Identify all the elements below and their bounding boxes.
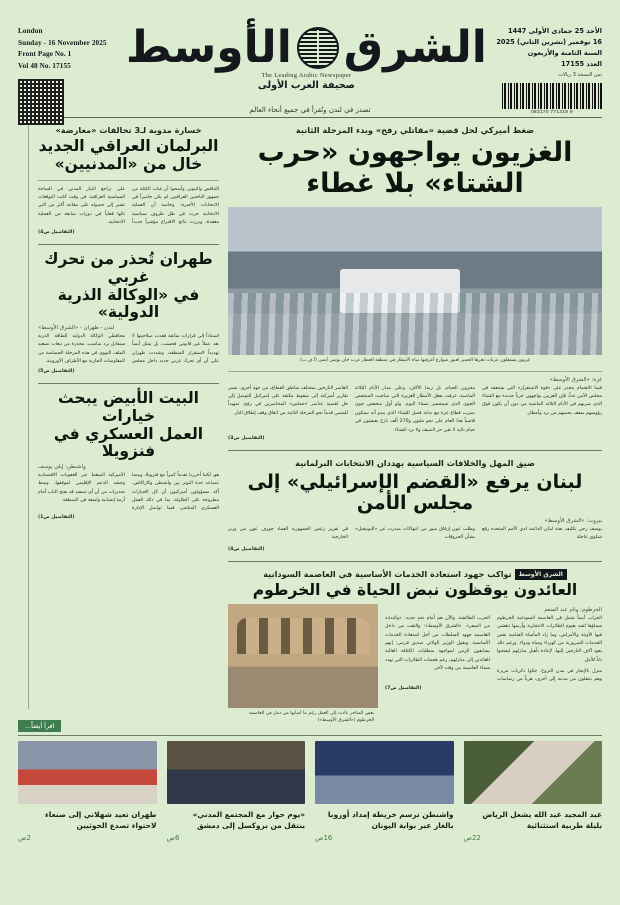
qr-code-icon[interactable] — [18, 79, 64, 125]
lebanon-byline: بيروت: «الشرق الأوسط» — [544, 517, 602, 524]
list-item[interactable] — [18, 741, 157, 842]
lebanon-story[interactable] — [228, 457, 602, 554]
venezuela-byline: واشنطن: إيلي يوسف — [38, 463, 86, 470]
audience-photo — [167, 741, 306, 804]
card-caption-line2: ينتقل من بروكسل إلى دمشق — [197, 821, 305, 831]
iraq-more-link[interactable]: (التفاصيل ص4) — [38, 229, 75, 235]
front-page-number: Front Page No. 1 — [18, 50, 72, 59]
read-also-strip — [18, 735, 602, 842]
funeral-photo — [18, 741, 157, 804]
venezuela-divider — [38, 383, 219, 384]
masthead-left-info — [18, 26, 126, 125]
lead-body — [228, 385, 602, 435]
sudan-photo-block — [228, 604, 378, 725]
lead-byline: غزة: «الشرق الأوسط» — [549, 376, 602, 383]
main-column — [228, 124, 602, 723]
lebanon-body — [228, 526, 602, 546]
sidebar-story-venezuela[interactable] — [38, 390, 219, 522]
barcode-icon — [502, 83, 602, 109]
logo-word-alawsat: الأوسط — [125, 22, 292, 73]
lead-headline[interactable]: الغزيون يواجهون «حرب الشتاء» بلا غطاء — [257, 137, 573, 200]
list-item[interactable] — [167, 741, 306, 842]
card-page-number: 16ص — [315, 834, 333, 843]
concert-photo — [464, 741, 603, 804]
sudan-headline[interactable]: العائدون يوقظون نبض الحياة في الخرطوم — [252, 581, 578, 600]
card-caption-line2: بالغاز عبر بوابة اليونان — [371, 821, 454, 831]
iran-body — [38, 333, 219, 368]
sudan-byline: الخرطوم: وئام عبد المنعم — [544, 606, 602, 613]
venezuela-body — [38, 472, 219, 514]
sudan-story[interactable] — [228, 568, 602, 725]
iraq-headline-line2[interactable]: خال من «المدنيين» — [54, 154, 203, 173]
masthead-logo — [125, 22, 487, 92]
read-also-label[interactable]: اقرأ أيضاً... — [18, 720, 61, 732]
tagline: تصدر في لندن وتُقرأ في جميع أنحاء العالم — [249, 106, 371, 114]
volume-number: Vol 48 No. 17155 — [18, 61, 71, 70]
subtitle-english: The Leading Arabic Newspaper — [261, 72, 352, 80]
lead-body-col-right: فيما الاهتمام ينحدر على «قوة الاستقرار» التي ستنعقد في مجلس الأمن غداً، فإن الغزيين يواجهون حرباً جديدة مع الشتاء الذي ضربهم في الأيام الثلاثة الماضية من دون أن يكون فوق رؤوسهم سقف يحميهم من برد وأمطار. — [482, 385, 602, 416]
sudan-divider — [228, 561, 602, 562]
sudan-body-col-right: الخراب أيضاً شمل في العاصمة السودانية الخرطوم سماؤها تُشد بغيوم الطائرات الانتحارية وأرضها تتغشى فيها الأوبئة والأمراض، وما زاد المأساة القتامية نقص الخدمات الضرورية من كهرباء ومياه ودواء. ورغم ذلك يعود آلاف النازحين إليها، لإعادة تأهيل منازلهم ليفتحوا باباً للأمل. — [497, 615, 602, 663]
masthead-right-info — [487, 26, 602, 114]
publication-year: السنة الثامنة والأربعون — [527, 48, 602, 57]
content-grid — [18, 124, 602, 723]
iran-headline-line1[interactable]: طهران تُحذر من تحرك غربي — [44, 250, 213, 286]
card-page-number: 6ص — [166, 834, 180, 843]
issue-number: العدد 17155 — [561, 59, 602, 68]
card-caption-line1: واشنطن ترسم خريطة إمداد أوروبا — [327, 810, 454, 819]
sidebar-column — [28, 124, 219, 709]
globe-icon — [297, 27, 339, 69]
venezuela-more-link[interactable]: (التفاصيل ص1) — [38, 514, 75, 520]
card-page-number: 22ص — [463, 834, 481, 843]
sidebar-story-iraq[interactable] — [38, 124, 219, 237]
lebanon-body-col-right: يوسف رجي تكليف بعثة لبنان الدائمة لدى الأمم المتحدة رفع شكوى عاجلة — [482, 526, 602, 541]
sidebar-story-iran[interactable] — [38, 251, 219, 376]
lead-body-col-mid: مخزون الخيام، بل ربما الآلاف، وعلى مدار الأيام الثلاثة الماضية، غرقت بفعل الأمطار الغزيرة التي صاحبت المنخفض الجوي الذي سينحسر مساء اليوم. ولو أول منخفض جوي يضرب قطاع غزة مع بداية فصل الشتاء الذي يبدو أنه سيكون قاسياً هذا العام على نحو مليون و270 ألف نازح يعيشون في خيام بالية لا تقي حر الصيف ولا برد الشتاء. — [355, 385, 475, 433]
iraq-body — [38, 186, 219, 229]
iraq-headline-line1[interactable]: البرلمان العراقي الجديد — [38, 137, 219, 156]
iran-byline: لندن - طهران - «الشرق الأوسط» — [38, 324, 115, 331]
logo-word-alsharq: الشرق — [343, 22, 487, 73]
sudan-kicker: تواكب جهود استعادة الخدمات الأساسية في العاصمة السودانية — [263, 568, 512, 579]
venezuela-headline-line1[interactable]: البيت الأبيض يبحث خيارات — [58, 389, 199, 425]
card-caption-line2: لاحتواء تصدع الحوثيين — [76, 821, 157, 831]
date-gregorian-arabic: 16 نوفمبر (تشرين الثاني) 2025 — [496, 37, 602, 46]
barcode-number: 9 771319 083170 — [531, 108, 573, 114]
conference-photo — [315, 741, 454, 804]
lebanon-divider — [228, 450, 602, 451]
sudan-kicker-row — [228, 568, 602, 580]
brand-tag: الشرق الأوسط — [515, 569, 567, 580]
iran-divider — [38, 244, 219, 245]
sudan-text-block — [385, 604, 602, 725]
lead-body-col-left: القاصر النازحين بمختلف مناطق القطاع، من جهة أخرى، تسير تقارير أميركية إلى ضغوط مكثفة على إسرائيل للتوصل إلى حل لقضية عناصر «حماس» المحاصرين في رفح، تمهيداً للمضي قدماً نحو المرحلة الثانية من اتفاق وقف إطلاق النار. — [228, 385, 348, 416]
iran-more-link[interactable]: (التفاصيل ص5) — [38, 368, 75, 374]
sudan-body-col-mid: منزل بالإيجار في مدن النزوح. حكوا ذكريات مريرة وهم يتنقلون من مدينة إلى أخرى، هرباً من رصاصات الحرب الطائشة، والآن هم أمام تحدٍ جديد: «والبداية من الصفر». «الشرق الأوسط»: والتقت من داخل العاصمة جهود السلطات من أجل استعادة الخدمات الأساسية، ويقول الوزير الولائي صديق فريني: إنهم يسابقون الزمن لمواجهة متطلبات الكثافة العالية للعائدين إلى منازلهم، رغم هجمات الطائرات التي تهدد سماء العاصمة من وقت لآخر. — [385, 615, 602, 683]
list-item[interactable] — [464, 741, 603, 842]
price-label: ثمن النسخة 3 ريالات — [558, 71, 602, 78]
lebanon-body-col-left: في تقرير رئيس الجمهورية العماد جوزف عون من وزير الخارجية — [228, 526, 348, 541]
lead-photo-caption: غزيون يستقلون عربات تجرها الحمير لعبور شوارع أغرقتها مياه الأمطار في منطقة العطار غرب خان يونس أمس (أ.ف.ب) — [300, 357, 530, 363]
publication-city: London — [18, 27, 43, 35]
sudan-photo — [228, 604, 378, 708]
iran-headline-line2[interactable]: في «الوكالة الذرية الدولية» — [57, 285, 200, 322]
lead-more-link[interactable]: (التفاصيل ص3) — [228, 435, 265, 441]
publication-date-en: Sunday - 16 November 2025 — [18, 38, 107, 47]
iraq-kicker: خسارة مدوية لـ3 تحالفات «معارضة» — [55, 125, 202, 135]
card-page-number: 2ص — [18, 834, 31, 843]
list-item[interactable] — [315, 741, 454, 842]
lead-story[interactable] — [228, 124, 602, 443]
lebanon-body-col-mid: وطلب عون إرفاق صور من انتهاكات صدرت عن «اليونيفيل» بشأن الخروقات — [355, 526, 475, 541]
card-caption-line2: بليلة طربية استثنائية — [526, 821, 602, 831]
venezuela-headline-line2[interactable]: العمل العسكري في فنزويلا — [53, 424, 204, 461]
date-hijri: الأحد 25 جمادى الأولى 1447 — [508, 27, 602, 35]
lead-photo — [228, 207, 602, 355]
card-caption-line1: طهران تعيد شهلاني إلى صنعاء — [45, 810, 157, 819]
card-caption-line1: عبد المجيد عبد الله يشعل الرياض — [482, 810, 602, 819]
card-caption-line1: «يوم حوار مع المجتمع المدني» — [192, 810, 305, 819]
subtitle-arabic: صحيفة العرب الأولى — [257, 80, 355, 92]
logo-wordmark — [125, 22, 487, 73]
sudan-more-link[interactable]: (التفاصيل ص7) — [385, 685, 422, 691]
venezuela-body-text: هو، لكننا أحرزنا تقدماً كبيراً مع فنزويلا، وبينما تتصاعد حدة التوتر بين واشنطن وكاراكاس، أكد مسؤولون أميركيون أن كل الخيارات مطروحة على الطاولة، بما في ذلك العمل العسكري المباشر، فيما تواصل الإدارة الأميركية الضغط عبر العقوبات الاقتصادية وحشد الدعم الإقليمي لموقفها، وسط تحذيرات من أن أي تصعيد قد يفتح الباب أمام أزمة إنسانية واسعة في المنطقة. — [38, 472, 219, 512]
lebanon-kicker: ضيق المهل والخلافات السياسية يهددان الانتخابات البرلمانية — [295, 458, 535, 469]
lebanon-more-link[interactable]: (التفاصيل ص4) — [228, 546, 265, 552]
iraq-body-text: التنافس والتنوير، وأضحوا أن غياب الكتلة من جمهور الناخبين العراقيين لم يكن حاضراً في الانتخابات الأخيرة، وخاصة أن العملية الانتخابية جرت في ظل ظروف سياسية معقدة، وبرزت نتائج الاقتراع مؤشراً جديداً على تراجع التيار المدني في الساحة السياسية العراقية، في وقت كانت التوقعات تشير إلى حصوله على مقاعد أكثر من التي نالها فعلياً في دورات سابقة من العملية الانتخابية. — [38, 186, 219, 226]
iran-body-text: استناداً إلى قرارات سابقة فقدت صلاحيتها لا يعد عملاً غير قانوني فحسب، بل يمثل أيضاً تهديداً لاستقرار المنطقة، وشددت طهران على أن أي تحرك غربي جديد داخل مجلس محافظي الوكالة الدولية للطاقة الذرية سيقابل برد مناسب، محذرة من تبعات تصعيد الملف النووي في هذه المرحلة الحساسة من المفاوضات الجارية مع الأطراف الأوروبية. — [38, 333, 219, 364]
sudan-body — [385, 615, 602, 685]
lebanon-headline[interactable]: لبنان يرفع «القضم الإسرائيلي» إلى مجلس الأمن — [247, 470, 583, 515]
iraq-divider — [38, 180, 219, 181]
sudan-photo-caption: بعض المتاجر عادت إلى العمل رغم ما أصابها من دمار في العاصمة الخرطوم («الشرق الأوسط») — [248, 710, 374, 723]
lead-divider — [228, 371, 602, 372]
lead-kicker: ضغط أميركي لحل قضية «مقاتلي رفح» وبدء المرحلة الثانية — [295, 125, 535, 135]
